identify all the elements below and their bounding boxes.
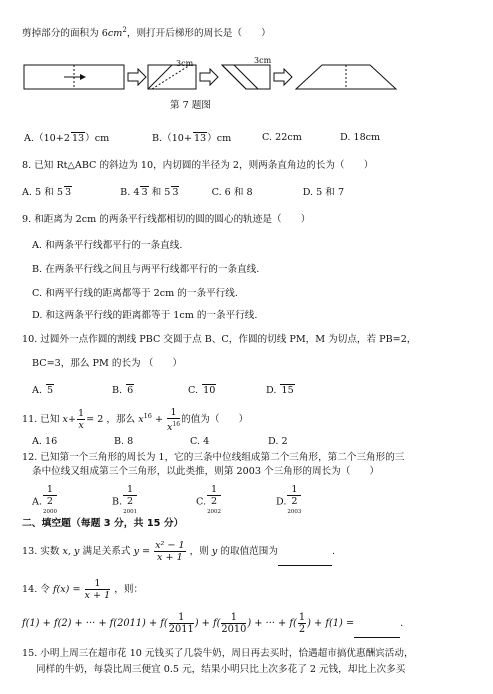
q13-answer-blank[interactable] <box>278 555 332 566</box>
q11-option-b: B. 8 <box>114 436 134 447</box>
q12-option-d: D. 1 2 $^{2003}$ <box>276 484 302 515</box>
q9-option-c: C. 和两平行线的距离都等于 2cm 的一条平行线. <box>32 288 238 299</box>
cut-line-2 <box>234 65 258 89</box>
q10-option-a: A. 5 <box>32 385 54 396</box>
q12-option-a: A. 1 2 $^{2000}$ <box>32 484 57 515</box>
intro-line <box>22 24 271 40</box>
q7-option-d: D. 18cm <box>340 132 381 143</box>
cut-line <box>222 65 246 89</box>
q9-option-a: A. 和两条平行线都平行的一条直线. <box>32 240 183 251</box>
q14-answer-blank[interactable] <box>354 627 400 638</box>
hollow-arrow-2 <box>200 69 218 85</box>
hollow-arrow-3 <box>274 69 292 85</box>
q11-option-a: A. 16 <box>32 436 58 447</box>
q12-option-b: B. 1 2 $^{2001}$ <box>112 484 138 515</box>
q13-stem: 13. 实数 x, y 满足关系式 y = $\frac{\text{x² − 1}}{x + 1}$ ，则 y 的取值范围为 . <box>22 538 335 566</box>
q10-line2: BC=3，那么 PM 的长为 （ ） <box>32 358 183 369</box>
q12-line2: 条中位线又组成第三个三角形，以此类推，则第 2003 个三角形的周长为（ ） <box>32 466 380 477</box>
intro-unit: cm <box>107 28 123 40</box>
fold-diagonal <box>148 65 172 89</box>
q15-line2: 同样的牛奶，每袋比周三便宜 0.5 元，结果小明只比上次多花了 2 元钱，却比上次多买 <box>36 664 406 675</box>
intro-text: 剪掉部分的面积为 6 <box>22 28 108 40</box>
q8-stem: 8. 已知 Rt△ABC 的斜边为 10，内切圆的半径为 2，则两条直角边的长为（ ） <box>22 160 374 171</box>
q9-option-b: B. 在两条平行线之间且与两平行线都平行的一条直线. <box>32 264 260 275</box>
q15-line1: 15. 小明上周三在超市花 10 元钱买了几袋牛奶，周日再去买时，恰遇超市搞优惠酬宾活动， <box>22 648 414 659</box>
q11-option-d: D. 2 <box>268 436 288 447</box>
figure-label-a: 3cm <box>176 59 194 68</box>
q12-line1: 12. 已知第一个三角形的周长为 1，它的三条中位线组成第二个三角形，第二个三角形的三 <box>22 452 405 463</box>
q12-option-c: C. 1 2 $^{2002}$ <box>196 484 222 515</box>
q14-sum: f(1) + f(2) + ··· + f(2011) + f( $\frac{1}{2011}$ ) + f( $\frac{1}{2010}$ ) + ··· + f( $\frac{1}{2}$ ) + f(1) = . <box>22 610 403 638</box>
section-title: 二、填空题（每题 3 分，共 15 分） <box>22 518 184 529</box>
intro-exponent: 2 <box>122 26 127 34</box>
intro-tail: ，则打开后梯形的周长是（ ） <box>126 28 271 40</box>
q8-options: A. 5 和 5 3 B. 4 3 和 5 3 C. 6 和 8 D. 5 和 7 <box>22 187 345 198</box>
hollow-arrow-1 <box>128 69 146 85</box>
q14-stem: 14. 令 f(x) = $\frac{1}{x + 1}$ ，则： <box>22 578 144 601</box>
q7-option-c: C. 22cm <box>262 132 302 143</box>
q9-stem: 9. 和距离为 2cm 的两条平行线都相切的圆的圆心的轨迹是（ ） <box>22 214 311 225</box>
q10-line1: 10. 过圆外一点作圆的割线 PBC 交圆于点 B、C，作圆的切线 PM，M 为切点，若 PB=2， <box>22 334 417 345</box>
q10-option-b: B. 6 <box>112 385 134 396</box>
figure-caption: 第 7 题图 <box>170 100 211 111</box>
arrow-head <box>80 74 86 80</box>
q7-option-b: B.（10+ 13）cm <box>152 133 232 144</box>
q11-stem: 11. 已知 x+ $\frac{1}{x}$ = 2 ，那么 $x^{16}$ + $\frac{1}{x^{16}}$ 的值为（ ） <box>22 406 249 433</box>
q11-option-c: C. 4 <box>190 436 210 447</box>
q10-option-c: C. 10 <box>188 385 216 396</box>
trapezoid-fold-figure <box>0 54 493 114</box>
q7-option-a: A.（10+2 13）cm <box>24 133 110 144</box>
q10-option-d: D. 15 <box>266 385 294 396</box>
figure-label-b: 3cm <box>254 56 272 65</box>
q9-option-d: D. 和这两条平行线的距离都等于 1cm 的一条平行线. <box>32 310 258 321</box>
